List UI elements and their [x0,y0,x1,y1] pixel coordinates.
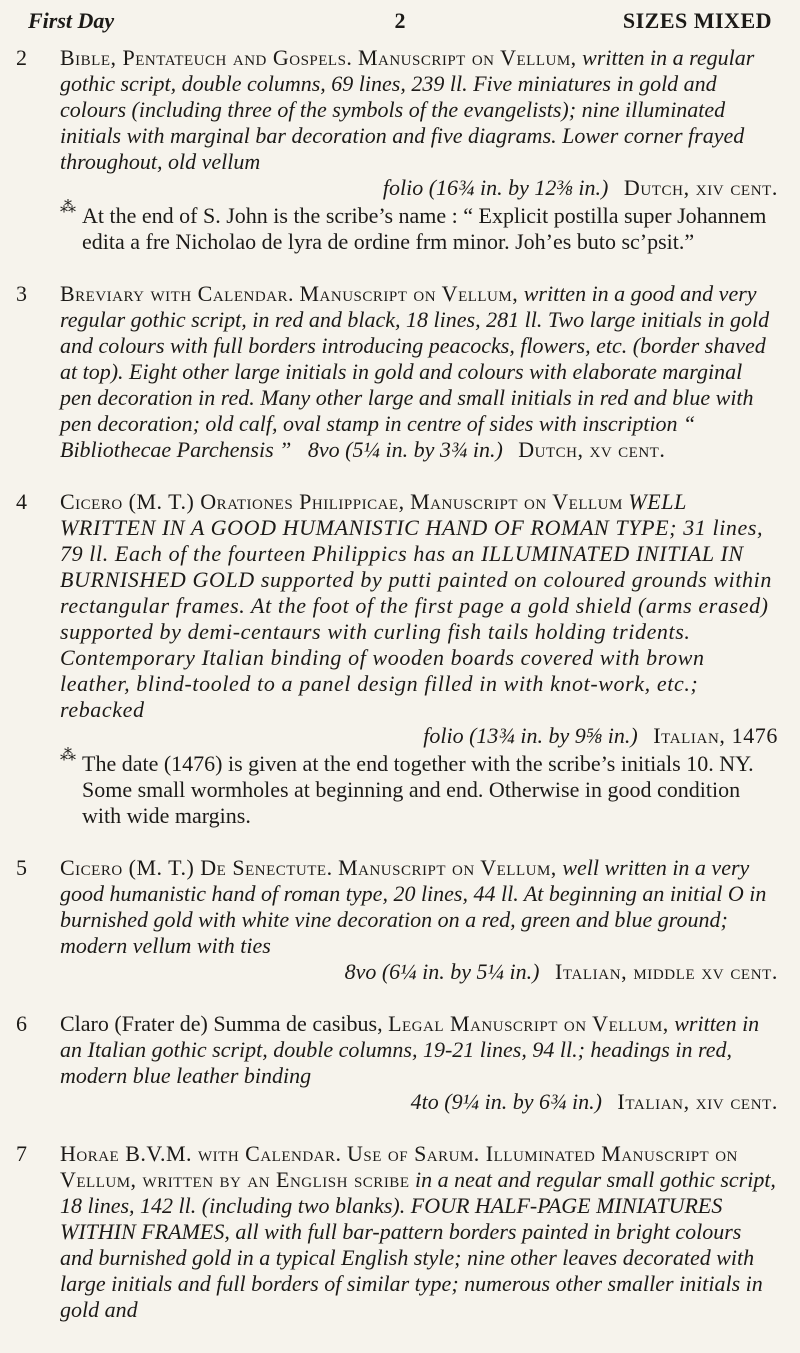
lot-kind: Manuscript on Vellum [410,489,623,514]
lot-number: 5 [16,855,27,880]
lot-format: folio (13¾ in. by 9⅝ in.) [423,723,638,748]
lot-title: Bible, Pentateuch and Gospels. [60,45,353,70]
lot-number: 7 [16,1141,27,1166]
header-page-number: 2 [394,8,406,33]
lot-entry [0,1141,800,1323]
lot-title: Cicero (M. T.) Orationes Philippicae, [60,489,405,514]
lot-origin: Dutch, xv cent. [518,437,666,462]
lot-description: written in a good and very regular gothic script, in red and black, 18 lines, 281 ll. Two large initials in gold and colours with full borders introducing peacocks, flowers, etc. (border shaved at top). Eight other large initials in gold and colours with elaborate marginal pen decoration in red. Many other large and small initials in red and blue with pen decoration; old calf, oval stamp in centre of sides with inscription “ Bibliothecae Parchensis ” [60,281,770,462]
asterism-icon: ⁂ [60,747,76,764]
lot-note-text: The date (1476) is given at the end together with the scribe’s initials 10. NY. Some small wormholes at beginning and end. Otherwise in good condition with wide margins. [82,751,754,828]
lot-format-line [60,723,778,749]
lot-kind: Legal Manuscript on Vellum, [388,1011,669,1036]
lot-kind: Manuscript on Vellum, [338,855,557,880]
lot-origin: Italian, middle xv cent. [555,959,778,984]
lot-list [0,45,800,1349]
lot-number: 2 [16,45,27,70]
lot-number: 6 [16,1011,27,1036]
lot-entry [0,1011,800,1115]
lot-format-line [297,437,665,462]
lot-description: written in a regular gothic script, double columns, 69 lines, 239 ll. Five miniatures in gold and colours (including three of the symbols of the evangelists); nine illuminated initials with marginal bar decoration and five diagrams. Lower corner frayed throughout, old vellum [60,45,755,174]
header-section: SIZES MIXED [622,8,772,33]
lot-format-line [60,175,778,201]
lot-entry [0,45,800,255]
lot-entry [0,489,800,829]
lot-title: Breviary with Calendar. [60,281,294,306]
lot-entry [0,281,800,463]
lot-description: written in an Italian gothic script, double columns, 19-21 lines, 94 ll.; headings in red, modern blue leather binding [60,1011,760,1088]
lot-origin: Dutch, xiv cent. [623,175,778,200]
header-day: First Day [28,8,115,33]
lot-title: Horae B.V.M. with Calendar. [60,1141,342,1166]
lot-format: 4to (9¼ in. by 6¾ in.) [410,1089,602,1114]
lot-entry [0,855,800,985]
lot-kind: Manuscript on Vellum, [299,281,519,306]
lot-format-line [60,959,778,985]
lot-origin: Italian, xiv cent. [617,1089,778,1114]
lot-title: Cicero (M. T.) De Senectute. [60,855,333,880]
lot-description: in a neat and regular small gothic script, 18 lines, 142 ll. (including two blanks). FOUR HALF-PAGE MINIATURES WITHIN FRAMES, all with full bar-pattern borders painted in bright colours and burnished gold in a typical English style; nine other leaves decorated with large initials and full borders of similar type; numerous other smaller initials in gold and [60,1167,776,1322]
lot-note-text: At the end of S. John is the scribe’s name : “ Explicit postilla super Johannem edita a fre Nicholao de lyra de ordine frm minor. Joh’es buto sc’psit.” [82,203,767,254]
lot-number: 4 [16,489,27,514]
asterism-icon: ⁂ [60,199,76,216]
lot-origin: Italian, 1476 [653,723,778,748]
lot-note [60,199,778,255]
lot-note [60,747,778,829]
lot-description: well written in a very good humanistic hand of roman type, 20 lines, 44 ll. At beginning an initial O in burnished gold with white vine decoration on a red, green and blue ground; modern vellum with ties [60,855,767,958]
page-header [28,8,772,42]
lot-kind: Use of Sarum. Illuminated Manuscript on Vellum, written by an English scribe [60,1141,738,1192]
lot-format-line [60,1089,778,1115]
lot-format: 8vo (6¼ in. by 5¼ in.) [344,959,540,984]
lot-format: folio (16¾ in. by 12⅜ in.) [382,175,609,200]
lot-number: 3 [16,281,27,306]
lot-format: 8vo (5¼ in. by 3¾ in.) [307,437,503,462]
lot-title: Claro (Frater de) Summa de casibus, [60,1011,383,1036]
lot-description: WELL WRITTEN IN A GOOD HUMANISTIC HAND OF ROMAN TYPE; 31 lines, 79 ll. Each of the fourteen Philippics has an ILLUMINATED INITIAL IN BURNISHED GOLD supported by putti painted on coloured grounds within rectangular frames. At the foot of the first page a gold shield (arms erased) supported by demi-centaurs with curling fish tails holding tridents. Contemporary Italian binding of wooden boards covered with brown leather, blind-tooled to a panel design filled in with knot-work, etc.; rebacked [60,489,772,722]
lot-kind: Manuscript on Vellum, [357,45,577,70]
